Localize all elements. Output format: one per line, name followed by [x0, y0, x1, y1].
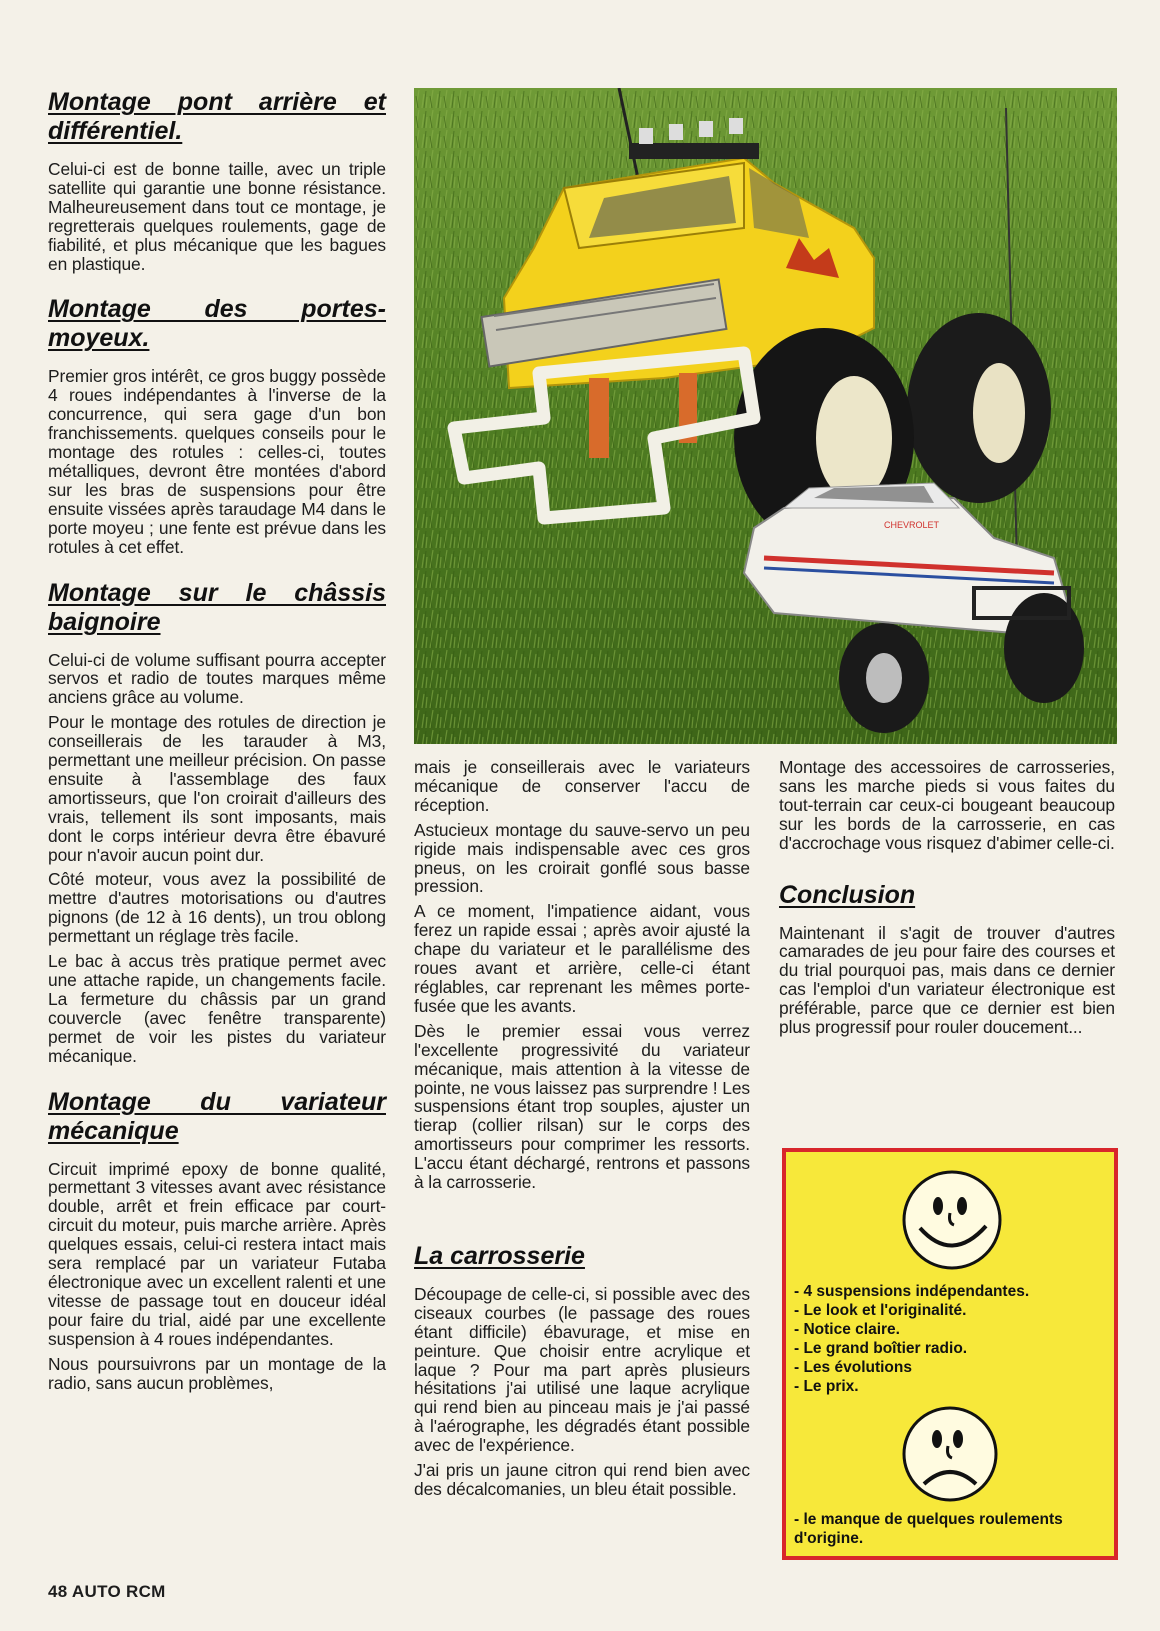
- pro-item: - 4 suspensions indépendantes.: [794, 1283, 1030, 1300]
- section-chassis: [48, 579, 386, 1066]
- section-conclusion: [779, 881, 1115, 1037]
- sad-face-icon: [900, 1404, 1000, 1504]
- paragraph: A ce moment, l'impatience aidant, vous ferez un rapide essai ; après avoir ajusté la chape du variateur et le parallélisme des roues avant et arrière, celle-ci étant réglables, car reprenant les mêmes porte-fusée que les avants.: [414, 901, 750, 1016]
- pro-item: - Les évolutions: [794, 1359, 912, 1376]
- paragraph: Premier gros intérêt, ce gros buggy possède 4 roues indépendantes à l'inverse de la concurrence, qui sera gage d'un bon franchissements. quelques conseils pour le montage des rotules : celles-ci, toutes métalliques, devront être montées d'abord sur les bras de suspensions pour être ensuite vissées après taraudage M4 dans le porte moyeu ; une fente est prévue dans les rotules à cet effet.: [48, 366, 386, 557]
- heading-chassis: Montage sur le châssis baignoire: [48, 578, 386, 636]
- heading-conclusion: Conclusion: [779, 880, 916, 909]
- pros-list: [794, 1282, 1109, 1396]
- small-truck-label: CHEVROLET: [884, 520, 940, 530]
- column-right: [779, 758, 1115, 1059]
- page-number: 48: [48, 1582, 68, 1601]
- cons-list: [794, 1510, 1109, 1548]
- heading-variateur: Montage du variateur mécanique: [48, 1087, 386, 1145]
- column-left: [48, 88, 386, 1414]
- pro-item: - Le grand boîtier radio.: [794, 1340, 968, 1357]
- paragraph: mais je conseillerais avec le variateurs mécanique de conserver l'accu de réception.: [414, 757, 750, 815]
- magazine-name: AUTO RCM: [71, 1582, 166, 1601]
- happy-face-icon: [900, 1168, 1004, 1272]
- paragraph: Celui-ci est de bonne taille, avec un triple satellite qui garantie une bonne résistance. Malheureusement dans tout ce montage, je regretterais quelques roulements, gage de fiabilité, et plus mécanique que les bagues en plastique.: [48, 159, 386, 274]
- paragraph: Maintenant il s'agit de trouver d'autres camarades de jeu pour faire des courses et du trial pourquoi pas, mais dans ce dernier cas l'emploi d'un variateur électronique est préférable, parce que ce dernier est bien plus progressif pour rouler doucement...: [779, 922, 1115, 1038]
- paragraph: Celui-ci de volume suffisant pourra accepter servos et radio de toutes marques même anciens grâce au volume.: [48, 649, 386, 708]
- heading-pont-arriere: Montage pont arrière et différentiel.: [48, 88, 386, 145]
- paragraph: Montage des accessoires de carrosseries, sans les marche pieds si vous faites du tout-terrain car ceux-ci bougeant beaucoup sur les bords de la carrosserie, en cas d'accrochage vous risquez d'abimer celle-ci.: [779, 757, 1115, 853]
- heading-carrosserie: La carrosserie: [414, 1241, 585, 1270]
- paragraph: Le bac à accus très pratique permet avec une attache rapide, un changements facile. La fermeture du châssis par un grand couvercle (avec fenêtre transparente) permet de voir les pistes du variateur mécanique.: [48, 951, 386, 1066]
- section-accessoires: [779, 758, 1115, 853]
- paragraph: Côté moteur, vous avez la possibilité de mettre d'autres motorisations ou d'autres pignons (de 12 à 16 dents), un trou oblong permettant un réglage très facile.: [48, 869, 386, 947]
- paragraph: Circuit imprimé epoxy de bonne qualité, permettant 3 vitesses avant avec résistance double, arrêt et frein efficace par court-circuit du moteur, puis marche arrière. Après quelques essais, celui-ci restera intact mais sera remplacé par un variateur Futaba électronique avec un excellent ralenti et une vitesse de passage tout en douceur idéal pour faire du trial, aidé par une excellente suspension à 4 roues indépendantes.: [48, 1158, 386, 1349]
- section-carrosserie: [414, 1242, 750, 1499]
- paragraph: J'ai pris un jaune citron qui rend bien avec des décalcomanies, un bleu était possible.: [414, 1460, 750, 1499]
- verdict-box: [782, 1148, 1118, 1560]
- truck-illustration: [414, 88, 1117, 744]
- section-portes-moyeux: [48, 295, 386, 556]
- pro-item: - Le prix.: [794, 1378, 859, 1395]
- column-middle: [414, 758, 750, 1521]
- pro-item: - Notice claire.: [794, 1321, 900, 1338]
- photo-monster-trucks: [414, 88, 1117, 744]
- section-variateur: [48, 1088, 386, 1393]
- page-footer: [48, 1582, 166, 1602]
- paragraph: Dès le premier essai vous verrez l'excellente progressivité du variateur mécanique, mais attention à la vitesse de pointe, ne vous laissez pas surprendre ! Les suspensions étant trop souples, ajuster un tierap (collier rilsan) sur le corps des amortisseurs pour comprimer les ressorts. L'accu étant déchargé, rentrons et passons à la carrosserie.: [414, 1020, 750, 1193]
- section-pont-arriere: [48, 88, 386, 273]
- section-continued: [414, 758, 750, 1192]
- paragraph: Astucieux montage du sauve-servo un peu rigide mais indispensable avec ces gros pneus, on les croirait gonflé sous basse pression.: [414, 819, 750, 897]
- con-item: - le manque de quelques roulements d'origine.: [794, 1511, 1063, 1547]
- paragraph: Nous poursuivrons par un montage de la radio, sans aucun problèmes,: [48, 1353, 386, 1393]
- heading-portes-moyeux: Montage des portes-moyeux.: [48, 295, 386, 353]
- paragraph: Pour le montage des rotules de direction je conseillerais de les tarauder à M3, permettant une meilleur précision. On passe ensuite à l'assemblage des faux amortisseurs, que l'on croirait d'ailleurs des vrais, tellement ils sont imposants, mais dont le corps intérieur devra être ébavuré pour n'avoir aucun point dur.: [48, 712, 386, 865]
- paragraph: Découpage de celle-ci, si possible avec des ciseaux courbes (le passage des roues étant difficile) ébavurage, et mise en peinture. Que choisir entre acrylique et laque ? Pour ma part après plusieurs hésitations j'ai utilisé une laque acrylique qui rend bien au pinceau mais je j'ai passé à l'aérographe, les dégradés étant possible avec de l'expérience.: [414, 1283, 750, 1456]
- pro-item: - Le look et l'originalité.: [794, 1302, 967, 1319]
